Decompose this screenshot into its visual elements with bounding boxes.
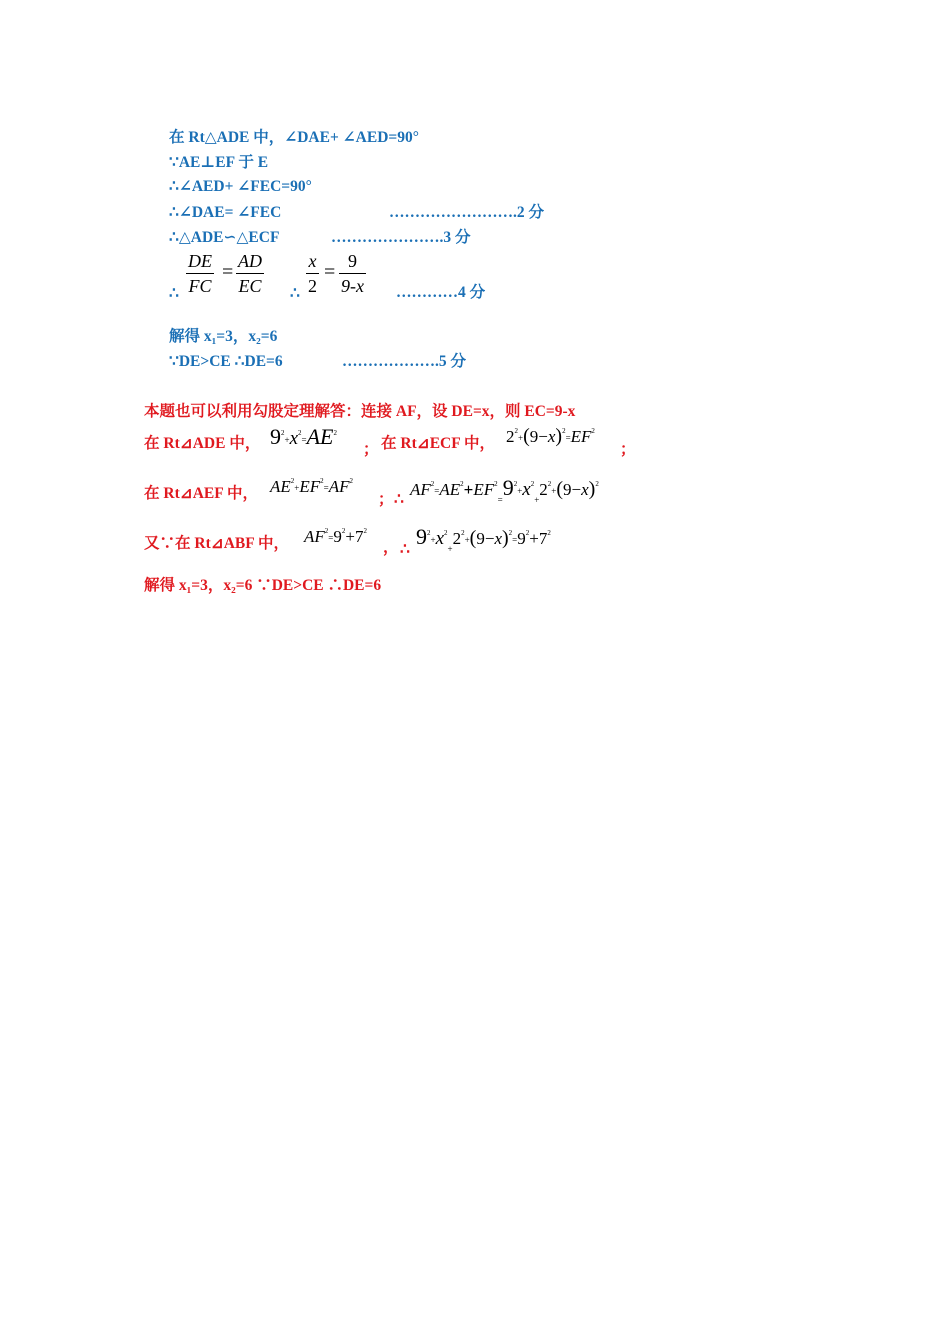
equation-af-expanded: $AF^2=AE^2+EF^2_=9^2+x^2_+2^2+(9-x)^2$	[410, 475, 599, 505]
equation-aef: $AE^2+EF^2=AF^2$	[270, 477, 353, 496]
fraction-ad-ec: $\frac{AD}{EC}$	[238, 251, 262, 296]
solution-line-5: ∴△ADE∽△ECF	[169, 229, 280, 246]
alt-conclusion: 解得 x₁=3，x₂=6 ∵DE>CE ∴DE=6	[144, 577, 382, 594]
alt-row4-comma: ，	[383, 539, 399, 556]
alt-row4-therefore: ∴	[400, 541, 410, 558]
solution-line-8: ∵DE>CE ∴DE=6	[169, 353, 283, 370]
alt-intro: 本题也可以利用勾股定理解答：连接 AF，设 DE=x，则 EC=9-x	[144, 403, 576, 420]
solution-line-7: 解得 x₁=3，x₂=6	[169, 328, 278, 345]
equation-abf: $AF^2=9^2+7^2$	[304, 527, 367, 546]
solution-line-3: ∴∠AED+ ∠FEC=90°	[169, 178, 312, 195]
alt-row4-label-abf: 又∵在 Rt⊿ABF 中，	[144, 535, 290, 552]
alt-row3-semicolon: ；	[378, 491, 394, 508]
alt-row2-label-ecf: 在 Rt⊿ECF 中，	[381, 435, 496, 452]
therefore-symbol-2: ∴	[290, 285, 300, 302]
score-5: ……………….5 分	[342, 353, 467, 370]
alt-row2-label-ade: 在 Rt⊿ADE 中，	[144, 435, 261, 452]
score-3: ………………….3 分	[331, 229, 471, 246]
fraction-9-9x: $\frac{9}{9-x}$	[341, 251, 364, 296]
equation-ade: $9^2+x^2=AE^2$	[270, 424, 337, 449]
solution-line-2: ∵AE⊥EF 于 E	[169, 154, 269, 171]
equals-sign-2: =	[324, 261, 336, 283]
alt-row2-semicolon-2: ；	[620, 441, 636, 458]
solution-line-1: 在 Rt△ADE 中，∠DAE+ ∠AED=90°	[169, 129, 419, 146]
fraction-x-2: $\frac{x}{2}$	[308, 251, 317, 296]
equation-ecf: $2^2+(9-x)^2=EF^2$	[506, 425, 595, 447]
therefore-symbol: ∴	[169, 285, 179, 302]
alt-row3-therefore: ∴	[394, 491, 404, 508]
alt-row2-semicolon: ；	[363, 441, 379, 458]
solution-line-4: ∴∠DAE= ∠FEC	[169, 204, 282, 221]
fraction-de-fc: $\frac{DE}{FC}$	[188, 251, 212, 296]
equals-sign: =	[222, 261, 234, 283]
score-2: …………………….2 分	[389, 204, 545, 221]
alt-row3-label-aef: 在 Rt⊿AEF 中，	[144, 485, 259, 502]
score-4: …………4 分	[396, 284, 486, 301]
equation-final: $9^2+x^2_+2^2+(9-x)^2=9^2+7^2$	[416, 524, 551, 554]
